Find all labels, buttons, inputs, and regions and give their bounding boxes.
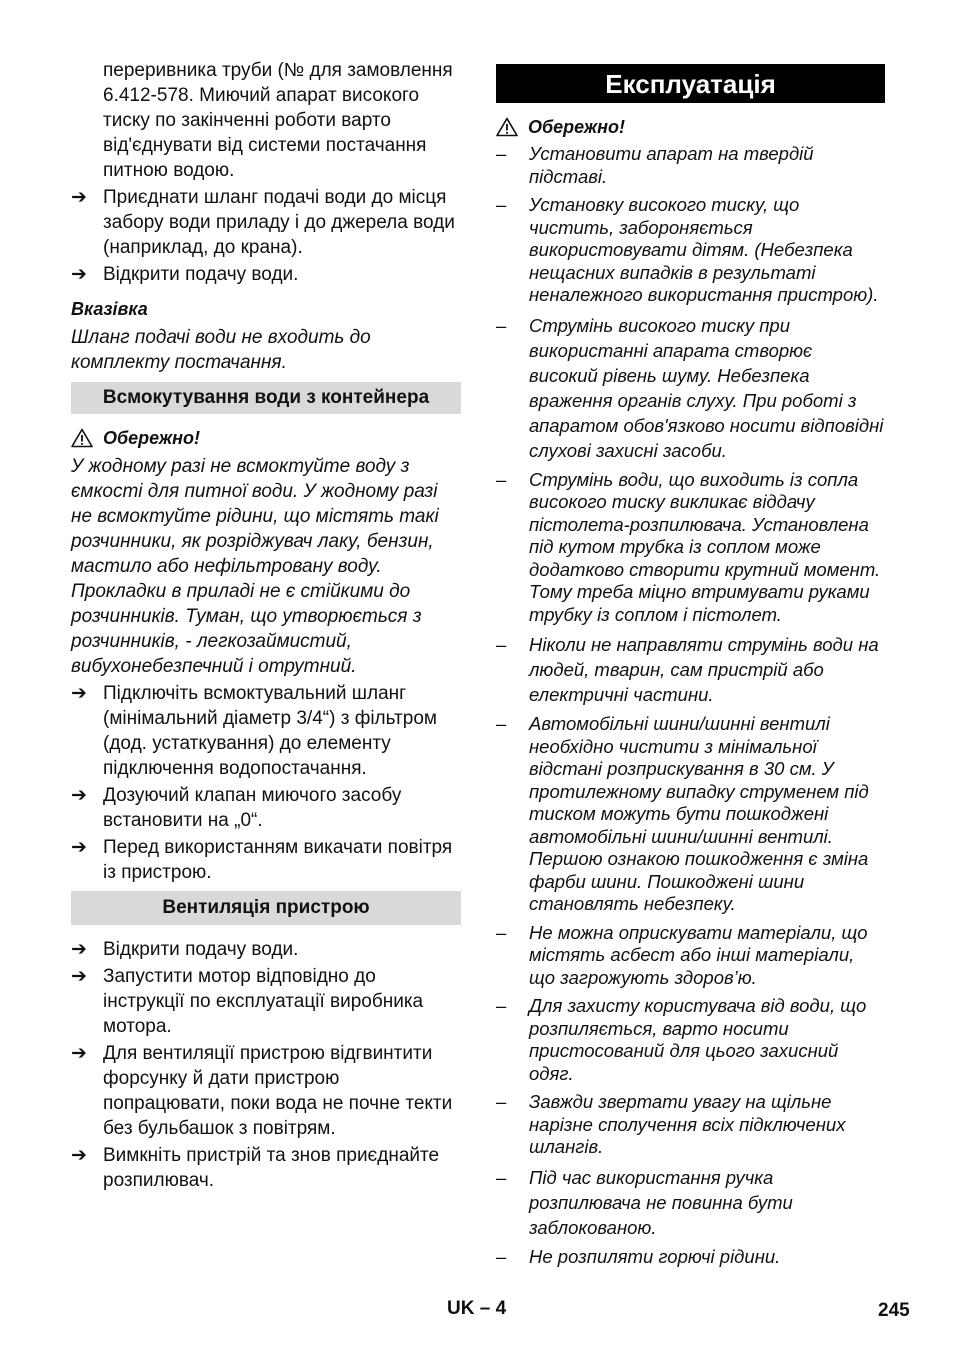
list-item: – Не можна оприскувати матеріали, що містять асбест або інші матеріали, що загрожують здоров’ю. [496, 921, 868, 988]
note-title: Вказівка [71, 299, 148, 319]
dash-bullet: – [496, 634, 507, 655]
step-text: Відкрити подачу води. [103, 939, 299, 960]
section-heading-operation: Експлуатація [496, 64, 885, 103]
instruction-step [71, 964, 461, 1039]
arrow-right-icon: ➔ [71, 187, 87, 208]
dash-bullet: – [496, 468, 507, 490]
arrow-right-icon: ➔ [71, 785, 87, 806]
dash-bullet: – [496, 713, 507, 734]
list-item: – Не розпиляти горючі рідини. [496, 1245, 781, 1267]
instruction-step [71, 1041, 461, 1141]
list-item: – Під час використання ручка розпилювача не повинна бути заблокованою. [496, 1166, 793, 1238]
arrow-right-icon: ➔ [71, 264, 87, 285]
page-label: UK – 4 [447, 1298, 507, 1319]
step-text: Відкрити подачу води. [103, 264, 299, 285]
caution-label: Обережно! [103, 428, 201, 448]
caution-heading [496, 115, 885, 139]
arrow-right-icon: ➔ [71, 683, 87, 704]
arrow-right-icon: ➔ [71, 837, 87, 858]
instruction-step [71, 262, 461, 287]
dash-bullet: – [496, 1166, 507, 1188]
safety-list [496, 143, 885, 1268]
section-heading-ventilation: Вентиляція пристрою [71, 891, 461, 925]
dash-bullet: – [496, 143, 507, 164]
step-text: Підключіть всмоктувальний шланг (мінімальний діаметр 3/4“) з фільтром (дод. устаткування) до елементу підключення водопостачання. [103, 683, 437, 779]
dash-bullet: – [496, 1091, 507, 1112]
list-item: – Для захисту користувача від води, що розпиляється, варто носити пристосований для цього захисний одяг. [496, 995, 867, 1084]
instruction-step [71, 835, 461, 885]
arrow-right-icon: ➔ [71, 939, 87, 960]
warning-triangle-icon [71, 428, 93, 448]
instruction-step [71, 783, 461, 833]
step-text: Вимкніть пристрій та знов приєднайте розпилювач. [103, 1145, 440, 1191]
page-number: 245 [878, 1300, 910, 1321]
instruction-step [71, 185, 461, 260]
dash-bullet: – [496, 921, 507, 943]
intro-continuation: переривника труби (№ для замовлення 6.412-578. Миючий апарат високого тиску по закінченні роботи варто від'єднувати від системи постачання питною водою. [103, 60, 453, 181]
list-item: – Завжди звертати увагу на щільне нарізне сполучення всіх підключених шлангів. [496, 1091, 846, 1157]
section-heading-container-suction: Всмокутування води з контейнера [71, 382, 461, 414]
step-text: Запустити мотор відповідно до інструкції по експлуатації виробника мотора. [103, 966, 424, 1037]
instruction-step [71, 937, 461, 962]
list-item: – Ніколи не направляти струмінь води на людей, тварин, сам пристрій або електричні частини. [496, 634, 879, 705]
dash-bullet: – [496, 314, 507, 336]
note-text: Шланг подачі води не входить до комплекту постачання. [71, 327, 371, 373]
arrow-right-icon: ➔ [71, 1043, 87, 1064]
list-item: – Струмінь води, що виходить із сопла високого тиску викликає віддачу пістолета-розпилювача. Установлена під кутом трубка із соплом може додатково створити крутний момент. Тому треба міцно втримувати руками трубку із соплом і пістолет. [496, 468, 881, 625]
right-column [496, 58, 885, 1274]
instruction-step [71, 1143, 461, 1193]
list-item: – Автомобільні шини/шинні вентилі необхідно чистити з мінімальної відстані розприскування в 30 см. У протилежному випадку струменем під тиском можуть бути пошкоджені автомобільні шини/шинні вентилі. Першою ознакою пошкодження є зміна фарби шини. Пошкоджені шини становлять небезпеку. [496, 713, 869, 914]
caution-text: У жодному разі не всмоктуйте воду з ємкості для питної води. У жодному разі не всмоктуйте рідини, що містять такі розчинники, як розріджувач лаку, бензин, мастило або нефільтровану воду. Прокладки в приладі не є стійкими до розчинників. Туман, що утворюється з розчинників, - легкозаймистий, вибухонебезпечний і отрутний. [71, 456, 439, 677]
instruction-step [71, 681, 461, 781]
list-item: – Установити апарат на твердій підставі. [496, 143, 814, 187]
list-item: – Установку високого тиску, що чистить, забороняється використовувати дітям. (Небезпека нещасних випадків в результаті неналежного використання пристрою). [496, 194, 879, 305]
dash-bullet: – [496, 194, 507, 215]
caution-label: Обережно! [528, 117, 626, 137]
warning-triangle-icon [496, 117, 518, 137]
step-text: Для вентиляції пристрою відгвинтити форсунку й дати пристрою попрацювати, поки вода не почне текти без бульбашок з повітрям. [103, 1043, 453, 1139]
list-item: – Струмінь високого тиску при використанні апарата створює високий рівень шуму. Небезпека враження органів слуху. При роботі з апаратом обов'язково носити відповідні слухові захисні засоби. [496, 314, 884, 461]
arrow-right-icon: ➔ [71, 1145, 87, 1166]
step-text: Перед використанням викачати повітря із пристрою. [103, 837, 453, 883]
arrow-right-icon: ➔ [71, 966, 87, 987]
step-text: Приєднати шланг подачі води до місця забору води приладу і до джерела води (наприклад, до крана). [103, 187, 455, 258]
left-column [71, 58, 461, 1195]
step-text: Дозуючий клапан миючого засобу встановити на „0“. [103, 785, 402, 831]
dash-bullet: – [496, 1245, 507, 1267]
caution-heading [71, 426, 461, 450]
dash-bullet: – [496, 995, 507, 1016]
